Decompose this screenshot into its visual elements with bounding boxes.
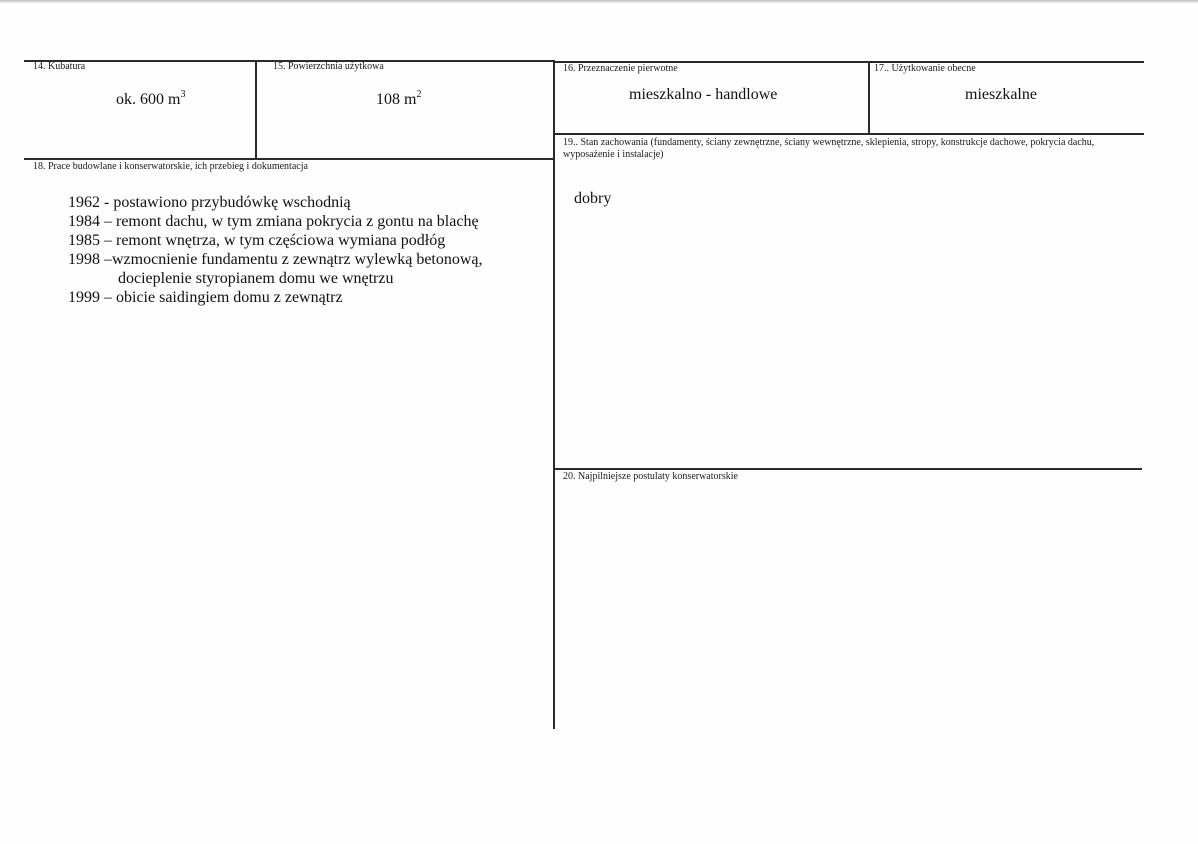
field-18-label: 18. Prace budowlane i konserwatorskie, ich przebieg i dokumentacja bbox=[33, 161, 308, 172]
usable-area-unit-exponent: 2 bbox=[416, 89, 422, 100]
divider-14-15 bbox=[255, 60, 257, 159]
works-entry-1962: 1962 - postawiono przybudówkę wschodnią bbox=[68, 194, 351, 211]
works-entry-1985: 1985 – remont wnętrza, w tym częściowa wymiana podłóg bbox=[68, 232, 446, 249]
field-19-label: 19.. Stan zachowania (fundamenty, ściany zewnętrzne, ściany wewnętrzne, sklepienia, stropy, konstrukcje dachowe, pokrycia dachu, wyposażenie i instalacje) bbox=[563, 137, 1095, 160]
field-15-value bbox=[376, 91, 421, 109]
field-17-label: 17.. Użytkowanie obecne bbox=[874, 63, 976, 74]
field-17-value: mieszkalne bbox=[965, 86, 1037, 103]
cubature-unit-exponent: 3 bbox=[180, 89, 186, 100]
field-14-value bbox=[116, 91, 185, 109]
scan-edge bbox=[0, 0, 1198, 3]
construction-works-list bbox=[68, 193, 483, 307]
rule-above-20 bbox=[555, 468, 1142, 470]
field-16-value: mieszkalno - handlowe bbox=[629, 86, 778, 103]
field-20-label: 20. Najpilniejsze postulaty konserwatorskie bbox=[563, 471, 738, 482]
divider-16-17 bbox=[868, 61, 870, 134]
field-14-label: 14. Kubatura bbox=[33, 61, 86, 72]
works-entry-1999: 1999 – obicie saidingiem domu z zewnątrz bbox=[68, 289, 343, 306]
field-16-label: 16. Przeznaczenie pierwotne bbox=[563, 63, 678, 74]
works-entry-1998: 1998 –wzmocnienie fundamentu z zewnątrz wylewką betonową, bbox=[68, 251, 483, 268]
works-entry-1984: 1984 – remont dachu, w tym zmiana pokrycia z gontu na blachę bbox=[68, 213, 479, 230]
usable-area-text: 108 m bbox=[376, 91, 417, 108]
field-19-value: dobry bbox=[574, 190, 612, 207]
field-15-label: 15. Powierzchnia użytkowa bbox=[273, 61, 384, 72]
works-entry-1998-continued: docieplenie styropianem domu we wnętrzu bbox=[118, 270, 394, 287]
rule-above-19 bbox=[555, 133, 1144, 135]
divider-left-right bbox=[553, 60, 555, 729]
cubature-text: ok. 600 m bbox=[116, 91, 181, 108]
rule-above-18 bbox=[24, 158, 555, 160]
